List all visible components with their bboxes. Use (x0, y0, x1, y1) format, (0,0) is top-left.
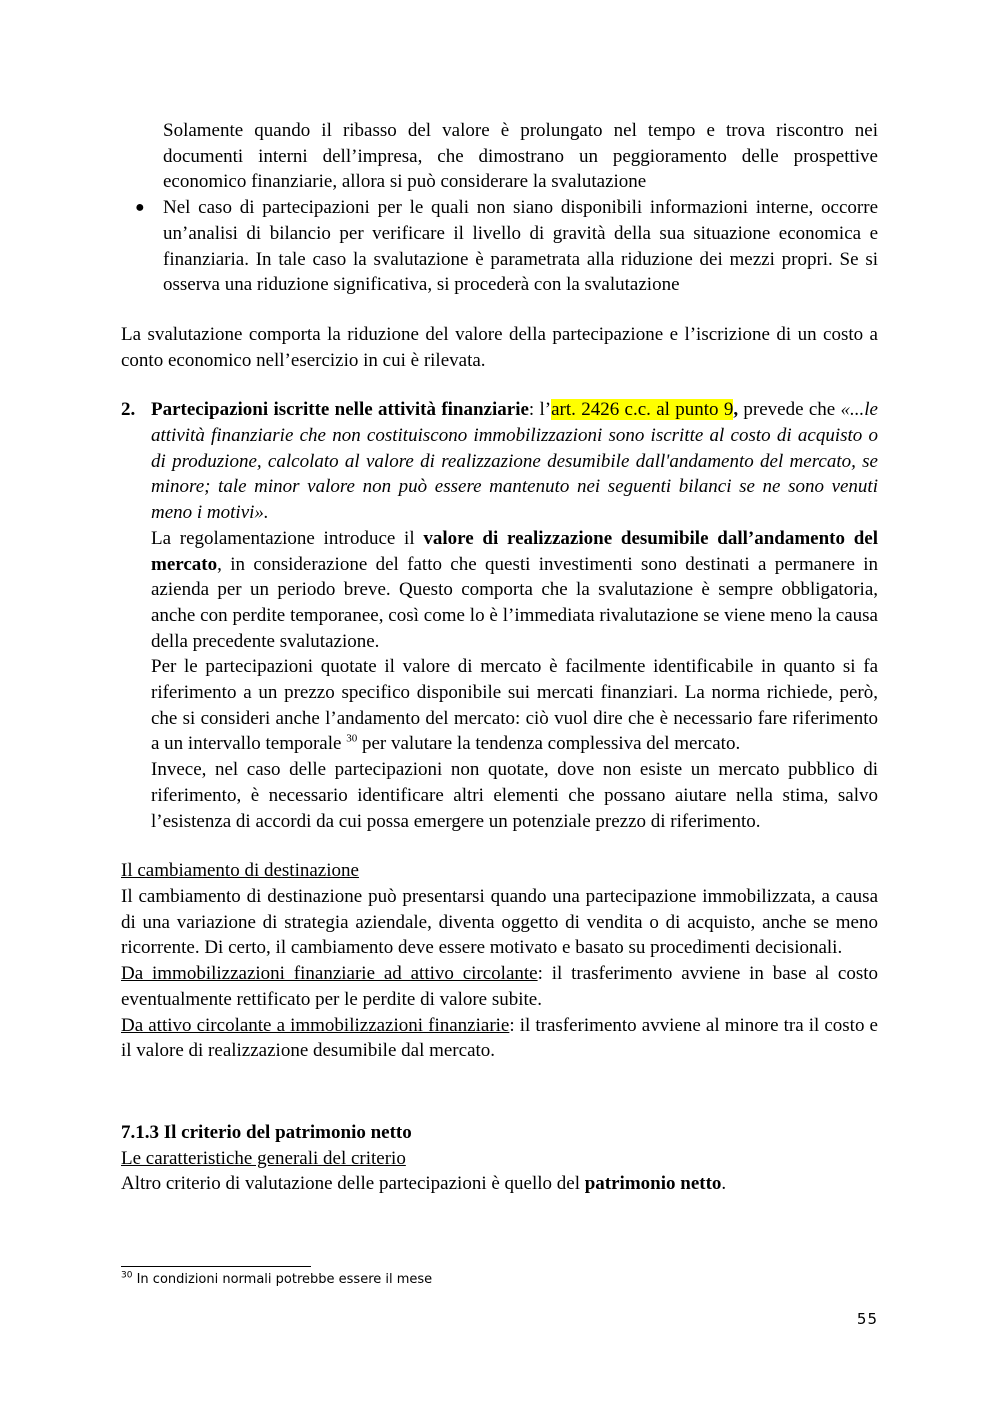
cambiamento-intro: Il cambiamento di destinazione può presentarsi quando una partecipazione immobilizzata, a causa di una variazione di strategia aziendale, diventa oggetto di vendita o di acquisto, anche se meno ricorrente. Di certo, il cambiamento deve essere motivato e basato su procedimenti decisionali. (121, 885, 878, 959)
item2-title: Partecipazioni iscritte nelle attività finanziarie (151, 399, 529, 421)
footnote-text: In condizioni normali potrebbe essere il mese (132, 1272, 433, 1287)
bullet-item-text: Nel caso di partecipazioni per le quali non siano disponibili informazioni interne, occorre un’analisi di bilancio per verificare il livello di gravità della sua situazione economica e finanziaria. In tale caso la svalutazione è parametrata alla riduzione dei mezzi propri. Se si osserva una riduzione significativa, si procederà con la svalutazione (163, 197, 878, 296)
section-heading: 7.1.3 Il criterio del patrimonio netto (121, 1121, 412, 1143)
item-number: 2. (121, 399, 136, 421)
footnote-reference: 30 (346, 733, 358, 746)
item2-paragraph-4: Invece, nel caso delle partecipazioni non quotate, dove non esiste un mercato pubblico di riferimento, è necessario identificare altri elementi che possano aiutare nella stima, salvo l’esistenza di accordi da cui possa emergere un potenziale prezzo di riferimento. (151, 759, 878, 832)
page-number: 55 (856, 1310, 878, 1328)
bullet-list-item (121, 195, 878, 298)
law-quote: «...le attività finanziarie che non costituiscono immobilizzazioni sono iscritte al costo di acquisto o di produzione, calcolato al valore di realizzazione desumibile dall'andamento del mercato, se minore; tale minor valore non può essere mantenuto nei seguenti bilanci se ne sono venuti meno i motivi». (151, 399, 878, 524)
section-text: Altro criterio di valutazione delle partecipazioni è quello del patrimonio netto. (121, 1173, 727, 1195)
cambiamento-heading: Il cambiamento di destinazione (121, 860, 359, 882)
item2-paragraph-3: Per le partecipazioni quotate il valore di mercato è facilmente identificabile in quanto si fa riferimento a un prezzo specifico disponibile sui mercati finanziari. La norma richiede, però, che si consideri anche l’andamento del mercato: ciò vuol dire che è necessario fare riferimento a un intervallo temporale $^{30}$ per valutare la tendenza complessiva del mercato. (151, 656, 878, 755)
item2-paragraph-2: La regolamentazione introduce il valore di realizzazione desumibile dall’andamento del mercato, in considerazione del fatto che questi investimenti sono destinati a permanere in azienda per un periodo breve. Questo comporta che la svalutazione è sempre obbligatoria, anche con perdite temporanee, così come lo è l’immediata rivalutazione se viene meno la causa della precedente svalutazione. (151, 527, 879, 652)
footnote-separator (121, 1266, 311, 1267)
section-subheading: Le caratteristiche generali del criterio (121, 1147, 406, 1169)
item2-first-paragraph: Partecipazioni iscritte nelle attività finanziarie: l’art. 2426 c.c. al punto 9, prevede che «...le attività finanziarie che non costituiscono immobilizzazioni sono iscritte al costo di acquisto o di produzione, calcolato al valore di realizzazione desumibile dall'andamento del mercato, se minore; tale minor valore non può essere mantenuto nei seguenti bilanci se ne sono venuti meno i motivi». (151, 399, 878, 524)
numbered-item-2 (121, 397, 878, 834)
bullet-icon: ● (135, 199, 145, 217)
cambiamento-case-2: Da attivo circolante a immobilizzazioni finanziarie: il trasferimento avviene al minore tra il costo e il valore di realizzazione desumibile dal mercato. (121, 1014, 878, 1062)
document-body (121, 118, 878, 1197)
highlighted-reference: art. 2426 c.c. al punto 9 (551, 399, 734, 421)
footnote-number: 30 (121, 1270, 133, 1281)
svalutazione-paragraph: La svalutazione comporta la riduzione del valore della partecipazione e l’iscrizione di un costo a conto economico nell’esercizio in cui è rilevata. (121, 323, 878, 371)
cambiamento-case-1: Da immobilizzazioni finanziarie ad attivo circolante: il trasferimento avviene in base al costo eventualmente rettificato per le perdite di valore subite. (121, 963, 878, 1010)
continuation-paragraph: Solamente quando il ribasso del valore è prolungato nel tempo e trova riscontro nei documenti interni dell’impresa, che dimostrano un peggioramento delle prospettive economico finanziarie, allora si può considerare la svalutazione (163, 120, 878, 193)
footnote (121, 1271, 432, 1289)
